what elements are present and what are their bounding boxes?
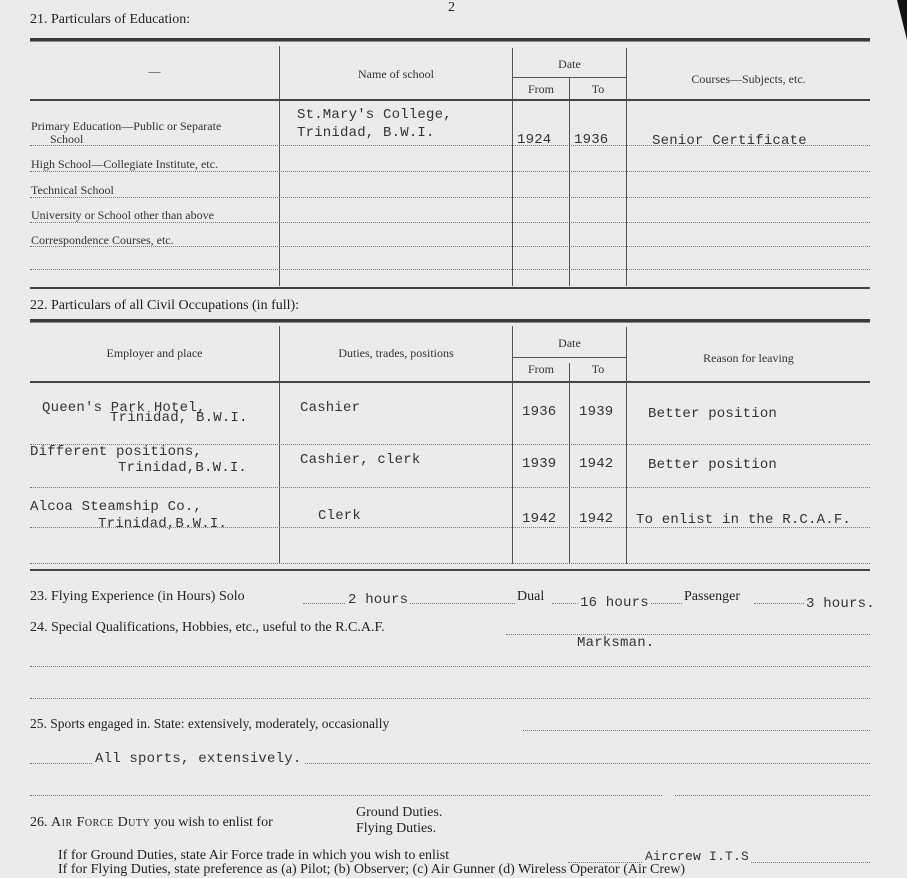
header-employer: Employer and place (106, 346, 203, 360)
row-dotted-line (30, 487, 870, 488)
row-label-high-school: High School—Collegiate Institute, etc. (31, 157, 218, 171)
passenger-label: Passenger (684, 589, 740, 604)
header-duties: Duties, trades, positions (338, 346, 454, 360)
duties[interactable]: Cashier, clerk (300, 452, 421, 468)
header-name-of-school: Name of school (358, 67, 434, 81)
qualifications-value[interactable]: Marksman. (577, 635, 655, 651)
header-date: Date (558, 336, 581, 350)
page-edge-shadow (897, 0, 907, 40)
dual-hours[interactable]: 16 hours (580, 595, 649, 611)
header-courses: Courses—Subjects, etc. (691, 72, 806, 86)
row-dotted-line (30, 222, 870, 223)
col-divider (279, 46, 280, 286)
passenger-dotted-line (754, 603, 804, 604)
row-label-correspondence: Correspondence Courses, etc. (31, 233, 174, 247)
section-21-top-rule (30, 38, 870, 42)
from-year[interactable]: 1939 (522, 456, 557, 472)
employer-line2[interactable]: Trinidad, B.W.I. (110, 410, 248, 426)
duty-option-flying[interactable]: Flying Duties. (356, 821, 437, 836)
section-26-number: 26. (30, 815, 48, 830)
employer-line2[interactable]: Trinidad,B.W.I. (98, 516, 228, 532)
section-22-title: 22. Particulars of all Civil Occupations (in full): (30, 298, 300, 313)
header-from: From (527, 362, 554, 376)
section-21-title: 21. Particulars of Education: (30, 12, 191, 27)
duties[interactable]: Cashier (300, 400, 361, 416)
education-table-bottom-rule (30, 287, 870, 289)
section-24-label: 24. Special Qualifications, Hobbies, etc., useful to the R.C.A.F. (30, 620, 385, 635)
section-23-label: 23. Flying Experience (in Hours) Solo (30, 589, 245, 604)
flying-duties-question: If for Flying Duties, state preference as (a) Pilot; (b) Observer; (c) Air Gunner (d) Wireless Operator (Air Crew) (58, 862, 686, 877)
header-reason: Reason for leaving (703, 351, 794, 365)
duty-option-ground[interactable]: Ground Duties. (356, 805, 443, 820)
header-to: To (591, 362, 605, 376)
sports-dotted-line (523, 730, 870, 731)
date-subheader-rule (513, 357, 626, 358)
section-25-label: 25. Sports engaged in. State: extensively, moderately, occasionally (30, 716, 390, 731)
section-26-label (30, 815, 273, 831)
employer-line1[interactable]: Queen's Park Hotel, (42, 400, 206, 416)
row-dotted-line (30, 171, 870, 172)
qualifications-dotted-line (506, 634, 870, 635)
duties[interactable]: Clerk (318, 508, 362, 524)
passenger-hours[interactable]: 3 hours. (806, 596, 875, 612)
row-dotted-line (30, 246, 870, 247)
qualifications-dotted-line-3 (30, 698, 870, 699)
col-divider (279, 326, 280, 564)
from-year[interactable]: 1936 (522, 404, 557, 420)
row-dotted-line (30, 197, 870, 198)
header-category: — (148, 64, 161, 78)
row-label-technical: Technical School (31, 183, 114, 197)
header-bottom-rule (30, 381, 870, 383)
ground-trade-value[interactable]: Aircrew I.T.S (645, 849, 750, 864)
from-year[interactable]: 1942 (522, 511, 557, 527)
col-divider (569, 78, 570, 286)
reason[interactable]: Better position (648, 457, 778, 473)
occupations-table-bottom-rule (30, 569, 870, 571)
to-year[interactable]: 1942 (579, 511, 614, 527)
row-label-university: University or School other than above (31, 208, 214, 222)
sports-value[interactable]: All sports, extensively. (92, 751, 304, 767)
reason[interactable]: Better position (648, 406, 778, 422)
qualifications-dotted-line-2 (30, 666, 870, 667)
header-date: Date (558, 57, 581, 71)
employer-line1[interactable]: Different positions, (30, 444, 203, 460)
date-subheader-rule (513, 77, 626, 78)
ground-duties-question: If for Ground Duties, state Air Force trade in which you wish to enlist (58, 848, 450, 863)
employer-line1[interactable]: Alcoa Steamship Co., (30, 499, 203, 515)
row-dotted-line (30, 527, 870, 528)
header-bottom-rule (30, 99, 870, 101)
primary-from[interactable]: 1924 (517, 132, 552, 148)
sports-dotted-line-3 (30, 795, 662, 796)
sports-dotted-line-4 (675, 795, 870, 796)
dual-label: Dual (517, 589, 545, 604)
to-year[interactable]: 1939 (579, 404, 614, 420)
header-from: From (527, 82, 554, 96)
header-to: To (591, 82, 605, 96)
row-dotted-line (30, 145, 870, 146)
section-22-top-rule (30, 319, 870, 323)
col-divider (569, 363, 570, 564)
school-primary-line2[interactable]: Trinidad, B.W.I. (297, 125, 435, 141)
solo-hours[interactable]: 2 hours (348, 592, 409, 608)
to-year[interactable]: 1942 (579, 456, 614, 472)
section-26-rest: you wish to enlist for (153, 815, 273, 830)
school-primary-line1[interactable]: St.Mary's College, (297, 107, 452, 123)
primary-to[interactable]: 1936 (574, 132, 609, 148)
reason[interactable]: To enlist in the R.C.A.F. (636, 512, 852, 528)
page-number: 2 (448, 0, 455, 15)
primary-courses[interactable]: Senior Certificate (652, 133, 807, 149)
row-label-primary: Primary Education—Public or Separate (31, 119, 222, 133)
row-label-primary-cont: School (50, 132, 84, 146)
section-26-caps: Air Force Duty (51, 815, 151, 830)
row-dotted-line (30, 563, 870, 564)
employer-line2[interactable]: Trinidad,B.W.I. (118, 460, 248, 476)
row-dotted-line (30, 269, 870, 270)
